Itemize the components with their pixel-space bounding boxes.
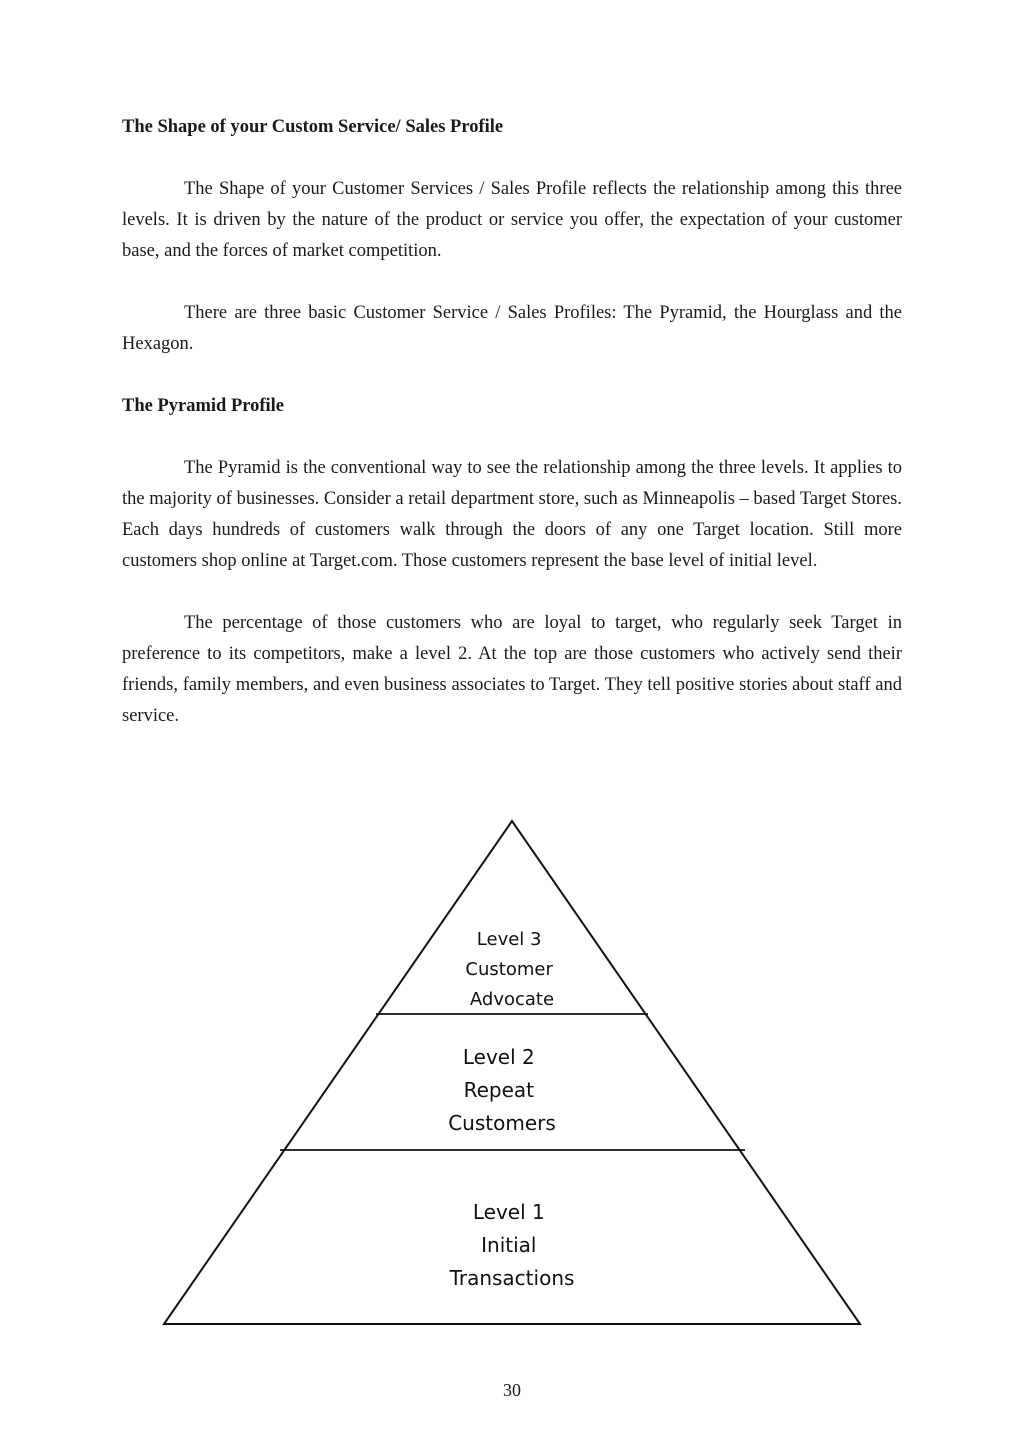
- level2-label: Level 2 Repeat Customers: [448, 1045, 556, 1135]
- paragraph: The Shape of your Customer Services / Sales Profile reflects the relationship among this three levels. It is driven by the nature of the product or service you offer, the expectation of your customer base, and the forces of market competition.: [122, 179, 902, 261]
- section-heading-shape: The Shape of your Custom Service/ Sales Profile: [122, 117, 504, 137]
- paragraph: There are three basic Customer Service / Sales Profiles: The Pyramid, the Hourglass and the Hexagon.: [122, 303, 902, 354]
- section-heading-pyramid: The Pyramid Profile: [122, 396, 285, 416]
- level3-label: Level 3 Customer Advocate: [465, 929, 555, 1010]
- page-number: 30: [503, 1380, 521, 1400]
- paragraph: The Pyramid is the conventional way to see the relationship among the three levels. It applies to the majority of businesses. Consider a retail department store, such as Minneapolis – based Target Stores. Each days hundreds of customers walk through the doors of any one Target location. Still more customers shop online at Target.com. Those customers represent the base level of initial level.: [122, 458, 902, 571]
- paragraph: The percentage of those customers who are loyal to target, who regularly seek Target in preference to its competitors, make a level 2. At the top are those customers who actively send their friends, family members, and even business associates to Target. They tell positive stories about staff and service.: [122, 613, 902, 726]
- level1-label: Level 1 Initial Transactions: [449, 1200, 575, 1290]
